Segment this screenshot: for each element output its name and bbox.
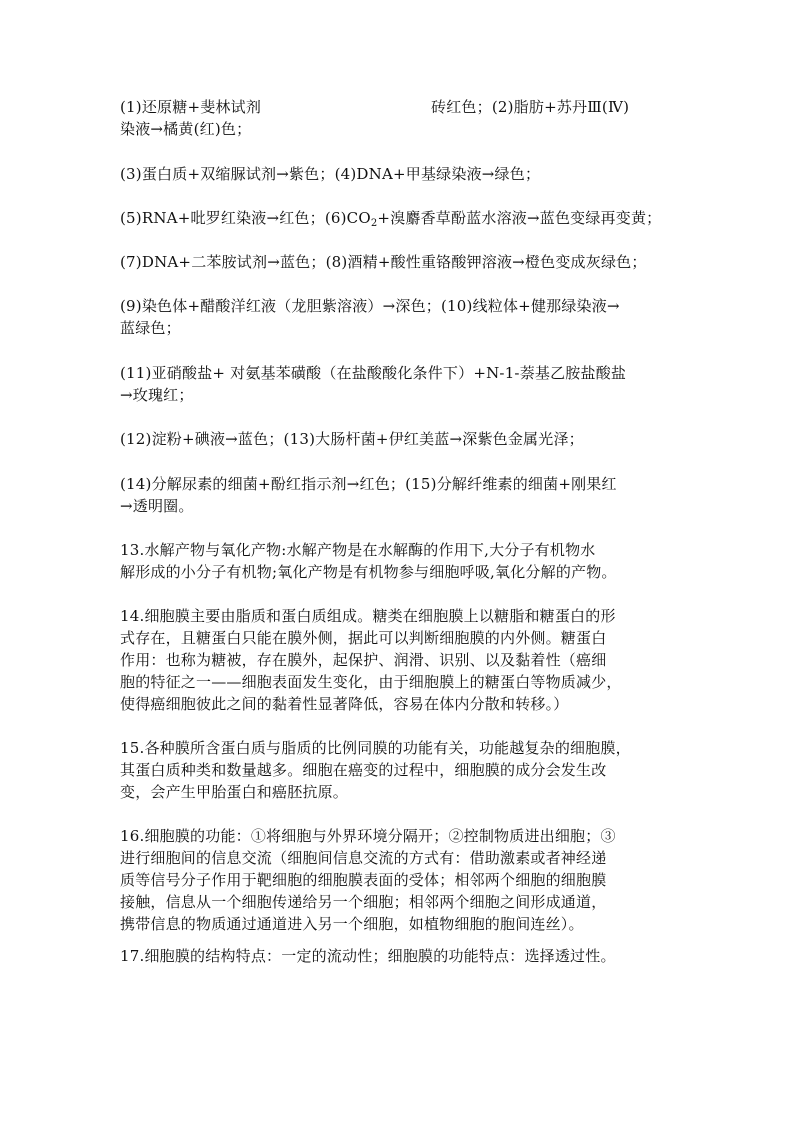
item-15 xyxy=(120,737,685,803)
reagent-paragraph-2 xyxy=(120,163,685,185)
text-line: 胞的特征之一——细胞表面发生变化，由于细胞膜上的糖蛋白等物质减少， xyxy=(120,673,622,691)
reagent-paragraph-6 xyxy=(120,362,685,406)
text-line: 17.细胞膜的结构特点：一定的流动性；细胞膜的功能特点：选择透过性。 xyxy=(120,947,616,965)
text-line: 接触，信息从一个细胞传递给另一个细胞；相邻两个细胞之间形成通道， xyxy=(120,893,607,911)
text-segment: +溴麝香草酚蓝水溶液→蓝色变绿再变黄； xyxy=(377,209,662,227)
text-line: 进行细胞间的信息交流（细胞间信息交流的方式有：借助激素或者神经递 xyxy=(120,849,607,867)
text-line: →透明圈。 xyxy=(120,497,194,515)
text-line: 解形成的小分子有机物;氧化产物是有机物参与细胞呼吸,氧化分解的产物。 xyxy=(120,563,617,581)
text-segment: (5)RNA+吡罗红染液→红色；(6)CO xyxy=(120,209,371,227)
item-13 xyxy=(120,539,685,583)
text-line xyxy=(120,207,685,229)
reagent-paragraph-8 xyxy=(120,473,685,517)
text-line: 染液→橘黄(红)色； xyxy=(120,120,252,138)
text-line: 14.细胞膜主要由脂质和蛋白质组成。糖类在细胞膜上以糖脂和糖蛋白的形 xyxy=(120,607,616,625)
reagent-paragraph-3 xyxy=(120,207,685,229)
item-16 xyxy=(120,825,685,935)
item-17 xyxy=(120,945,685,967)
text-line: (12)淀粉+碘液→蓝色；(13)大肠杆菌+伊红美蓝→深紫色金属光泽； xyxy=(120,430,584,448)
text-segment: 砖红色；(2)脂肪+苏丹Ⅲ(Ⅳ) xyxy=(431,98,630,116)
text-line: (7)DNA+二苯胺试剂→蓝色；(8)酒精+酸性重铬酸钾溶液→橙色变成灰绿色； xyxy=(120,253,647,271)
text-line: (14)分解尿素的细菌+酚红指示剂→红色；(15)分解纤维素的细菌+刚果红 xyxy=(120,475,617,493)
text-line: 质等信号分子作用于靶细胞的细胞膜表面的受体；相邻两个细胞的细胞膜 xyxy=(120,871,607,889)
item-14 xyxy=(120,605,685,715)
text-line: 携带信息的物质通过通道进入另一个细胞，如植物细胞的胞间连丝）。 xyxy=(120,915,584,933)
subscript: 2 xyxy=(370,218,378,229)
text-line: 使得癌细胞彼此之间的黏着性显著降低，容易在体内分散和转移。） xyxy=(120,695,569,713)
text-line: 变，会产生甲胎蛋白和癌胚抗原。 xyxy=(120,783,349,801)
text-line: (3)蛋白质+双缩脲试剂→紫色；(4)DNA+甲基绿染液→绿色； xyxy=(120,165,541,183)
reagent-paragraph-1 xyxy=(120,96,685,140)
text-line: (9)染色体+醋酸洋红液（龙胆紫溶液）→深色；(10)线粒体+健那绿染液→ xyxy=(120,297,620,315)
text-line: 蓝绿色； xyxy=(120,319,181,337)
text-line: 其蛋白质种类和数量越多。细胞在癌变的过程中，细胞膜的成分会发生改 xyxy=(120,761,607,779)
text-line: 作用：也称为糖被，存在膜外，起保护、润滑、识别、以及黏着性（癌细 xyxy=(120,651,607,669)
text-line: 16.细胞膜的功能：①将细胞与外界环境分隔开；②控制物质进出细胞；③ xyxy=(120,827,616,845)
text-line: 式存在，且糖蛋白只能在膜外侧，据此可以判断细胞膜的内外侧。糖蛋白 xyxy=(120,629,607,647)
text-line: 13.水解产物与氧化产物:水解产物是在水解酶的作用下,大分子有机物水 xyxy=(120,541,596,559)
reagent-paragraph-4 xyxy=(120,251,685,273)
text-line: (11)亚硝酸盐+ 对氨基苯磺酸（在盐酸酸化条件下）+N-1-萘基乙胺盐酸盐 xyxy=(120,364,627,382)
reagent-paragraph-7 xyxy=(120,428,685,450)
text-line xyxy=(120,96,685,118)
text-line: →玫瑰红； xyxy=(120,386,194,404)
text-line: 15.各种膜所含蛋白质与脂质的比例同膜的功能有关，功能越复杂的细胞膜， xyxy=(120,739,631,757)
reagent-paragraph-5 xyxy=(120,295,685,339)
text-segment: (1)还原糖+斐林试剂 xyxy=(120,98,262,116)
